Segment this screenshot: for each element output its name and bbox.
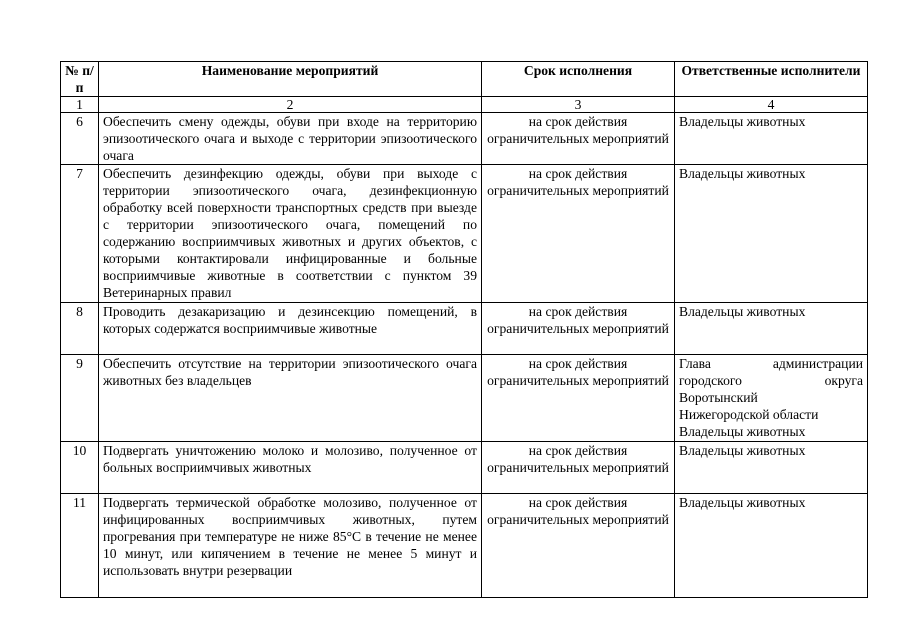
table-row [61, 113, 868, 165]
header-resp: Ответственные исполнители [675, 62, 868, 97]
header-name: Наименование мероприятий [99, 62, 482, 97]
index-cell: 1 [61, 97, 99, 113]
index-cell: 3 [482, 97, 675, 113]
row-number: 6 [61, 113, 99, 165]
measure-responsible [675, 113, 868, 165]
measure-name: Проводить дезакаризацию и дезинсекцию помещений, в которых содержатся восприимчивые животные [99, 303, 482, 355]
measure-responsible [675, 442, 868, 494]
measure-responsible [675, 165, 868, 303]
row-number: 9 [61, 355, 99, 442]
measure-term: на срок действия ограничительных мероприятий [482, 494, 675, 598]
measure-term: на срок действия ограничительных мероприятий [482, 113, 675, 165]
header-term: Срок исполнения [482, 62, 675, 97]
responsible-line: Воротынский [679, 390, 758, 405]
measure-name: Подвергать уничтожению молоко и молозиво, полученное от больных восприимчивых животных [99, 442, 482, 494]
row-number: 7 [61, 165, 99, 303]
measure-name: Обеспечить отсутствие на территории эпизоотического очага животных без владельцев [99, 355, 482, 442]
header-row [61, 62, 868, 97]
measure-responsible [675, 355, 868, 442]
table-row [61, 442, 868, 494]
index-cell: 2 [99, 97, 482, 113]
measure-responsible [675, 303, 868, 355]
table-row [61, 165, 868, 303]
measure-term: на срок действия ограничительных мероприятий [482, 355, 675, 442]
responsible-line: Владельцы животных [679, 304, 806, 319]
header-num: № п/п [61, 62, 99, 97]
row-number: 11 [61, 494, 99, 598]
measure-term: на срок действия ограничительных мероприятий [482, 303, 675, 355]
responsible-line: Владельцы животных [679, 114, 806, 129]
measure-name: Подвергать термической обработке молозиво, полученное от инфицированных восприимчивых животных, путем прогревания при температуре не ниже 85°С в течение не менее 10 минут, или кипячением в течение не менее 5 минут и использовать внутри резервации [99, 494, 482, 598]
measure-name: Обеспечить дезинфекцию одежды, обуви при выходе с территории эпизоотического очага, дезинфекционную обработку всей поверхности транспортных средств при выезде с территории эпизоотического очага, помещений по содержанию восприимчивых животных и других объектов, с которыми контактировали инфицированные и больные восприимчивые животные в соответствии с пунктом 39 Ветеринарных правил [99, 165, 482, 303]
measure-term: на срок действия ограничительных мероприятий [482, 165, 675, 303]
responsible-line: Владельцы животных [679, 424, 806, 439]
responsible-line: Владельцы животных [679, 495, 806, 510]
row-number: 10 [61, 442, 99, 494]
row-number: 8 [61, 303, 99, 355]
table-row [61, 355, 868, 442]
measure-term: на срок действия ограничительных мероприятий [482, 442, 675, 494]
index-row [61, 97, 868, 113]
measure-name: Обеспечить смену одежды, обуви при входе на территорию эпизоотического очага и выходе с территории эпизоотического очага [99, 113, 482, 165]
table-row [61, 494, 868, 598]
responsible-line: Владельцы животных [679, 443, 806, 458]
table-row [61, 303, 868, 355]
responsible-line: Владельцы животных [679, 166, 806, 181]
index-cell: 4 [675, 97, 868, 113]
measure-responsible [675, 494, 868, 598]
responsible-line: Глава администрации городского округа [679, 356, 863, 388]
responsible-line: Нижегородской области [679, 407, 819, 422]
measures-table [60, 61, 868, 598]
